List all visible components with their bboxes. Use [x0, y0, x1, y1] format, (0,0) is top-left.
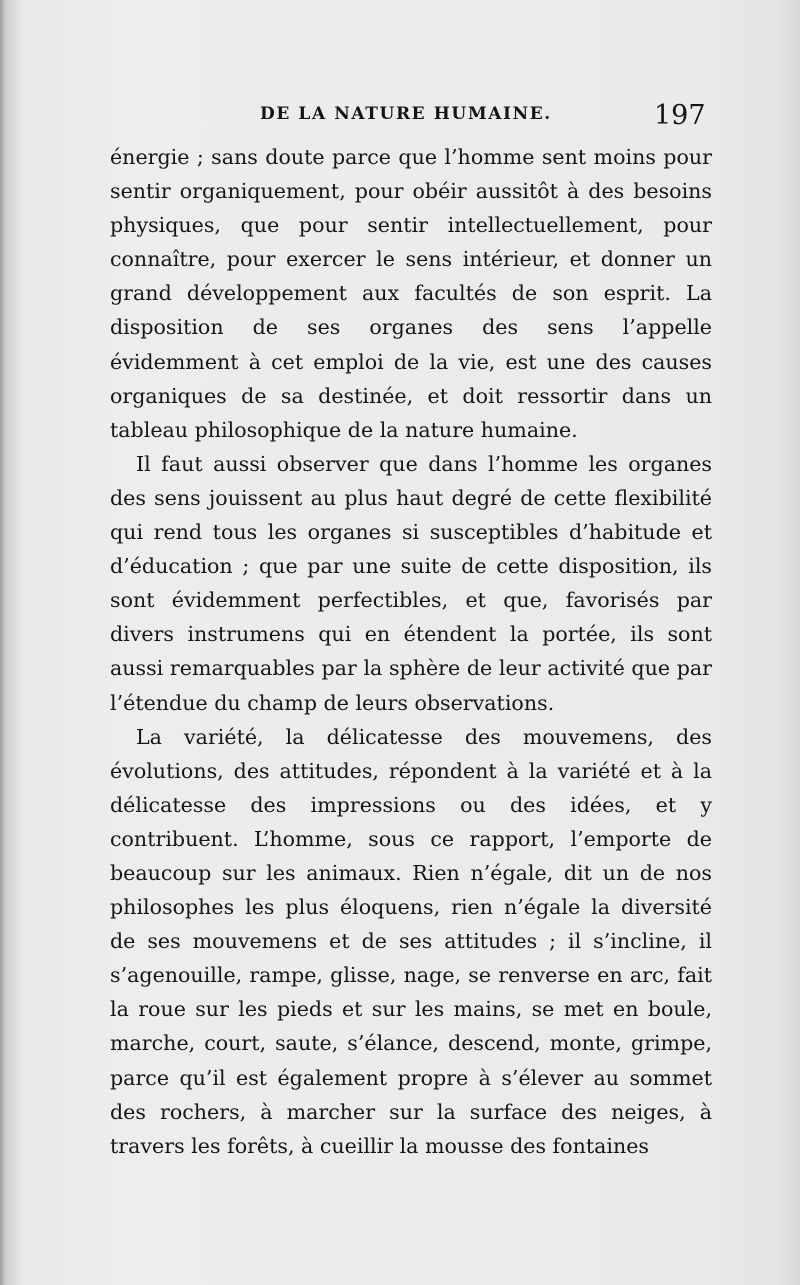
paragraph: énergie ; sans doute parce que l’homme sent moins pour sentir organiquement, pour obéir aussitôt à des besoins physiques, que pour sentir intellectuellement, pour connaître, pour exercer le sens intérieur, et donner un grand développement aux facultés de son esprit. La disposition de ses organes des sens l’appelle évidemment à cet emploi de la vie, est une des causes organiques de sa destinée, et doit ressortir dans un tableau philosophique de la nature humaine. [110, 145, 712, 442]
page-number: 197 [654, 100, 706, 131]
running-title: DE LA NATURE HUMAINE. [260, 104, 552, 124]
paragraph: La variété, la délicatesse des mouvemens, des évolutions, des attitudes, répondent à la variété et à la délicatesse des impressions ou des idées, et y contribuent. L’homme, sous ce rapport, l’emporte de beaucoup sur les animaux. Rien n’égale, dit un de nos philosophes les plus éloquens, rien n’égale la diversité de ses mouvemens et de ses attitudes ; il s’incline, il s’agenouille, rampe, glisse, nage, se renverse en arc, fait la roue sur les pieds et sur les mains, se met en boule, marche, court, saute, s’élance, descend, monte, grimpe, parce qu’il est également propre à s’élever au sommet des rochers, à marcher sur la surface des neiges, à travers les forêts, à cueillir la mousse des fontaines [110, 724, 712, 1158]
paragraph: Il faut aussi observer que dans l’homme les organes des sens jouissent au plus haut degré de cette flexibilité qui rend tous les organes si susceptibles d’habitude et d’éducation ; que par une suite de cette disposition, ils sont évidemment perfectibles, et que, favorisés par divers instrumens qui en étendent la portée, ils sont aussi remarquables par la sphère de leur activité que par l’étendue du champ de leurs observations. [110, 451, 712, 715]
running-head [14, 100, 800, 136]
book-page [14, 0, 800, 1285]
body-text [110, 140, 712, 1163]
